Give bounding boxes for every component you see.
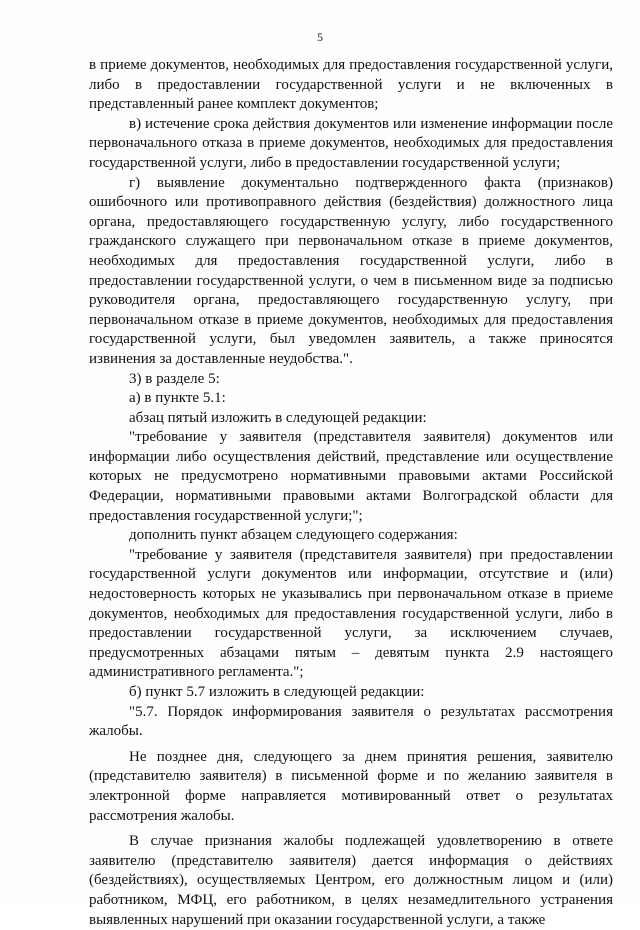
paragraph: в приеме документов, необходимых для предоставления государственной услуги, либо в предоставлении государственной услуги и не включенных в представленный ранее комплект документов; <box>89 57 613 113</box>
paragraph: В случае признания жалобы подлежащей удовлетворению в ответе заявителю (представителю заявителя) дается информация о действиях (бездействиях), осуществляемых Центром, его должностным лицом и (или) работником, МФЦ, его работником, в целях незамедлительного устранения выявленных нарушений при оказании государственной услуги, а также <box>89 833 613 928</box>
paragraph: Не позднее дня, следующего за днем принятия решения, заявителю (представителю заявителя) в письменной форме и по желанию заявителя в электронной форме направляется мотивированный ответ о результатах рассмотрения жалобы. <box>89 748 613 824</box>
paragraph: г) выявление документально подтвержденного факта (признаков) ошибочного или противоправного действия (бездействия) должностного лица органа, предоставляющего государственную услугу, либо государственного гражданского служащего при первоначальном отказе в приеме документов, необходимых для предоставления государственной услуги, либо в предоставлении государственной услуги, о чем в письменном виде за подписью руководителя органа, предоставляющего государственную услугу, при первоначальном отказе в приеме документов, необходимых для предоставления государственной услуги, был уведомлен заявитель, а также приносятся извинения за доставленные неудобства.". <box>89 174 613 367</box>
paragraph: а) в пункте 5.1: <box>129 390 226 407</box>
paragraph: абзац пятый изложить в следующей редакции: <box>129 409 427 426</box>
paragraph: "5.7. Порядок информирования заявителя о результатах рассмотрения жалобы. <box>89 703 613 740</box>
paragraph: в) истечение срока действия документов или изменение информации после первоначального отказа в приеме документов, необходимых для предоставления государственной услуги, либо в предоставлении государственной услуги; <box>89 115 613 171</box>
document-body <box>89 56 613 930</box>
paragraph: б) пункт 5.7 изложить в следующей редакции: <box>129 684 425 700</box>
page-number: 5 <box>317 30 323 44</box>
paragraph: "требование у заявителя (представителя заявителя) при предоставлении государственной услуги документов или информации, отсутствие и (или) недостоверность которых не указывались при первоначальном отказе в приеме документов, необходимых для предоставления государственной услуги, либо в предоставлении государственной услуги, за исключением случаев, предусмотренных абзацами пятым – девятым пункта 2.9 настоящего административного регламента."; <box>89 546 613 681</box>
paragraph: "требование у заявителя (представителя заявителя) документов или информации либо осуществления действий, представление или осуществление которых не предусмотрено нормативными правовыми актами Российской Федерации, нормативными правовыми актами Волгоградской области для предоставления государственной услуги;"; <box>89 429 613 524</box>
paragraph: дополнить пункт абзацем следующего содержания: <box>129 527 458 544</box>
paragraph: 3) в разделе 5: <box>129 370 220 387</box>
